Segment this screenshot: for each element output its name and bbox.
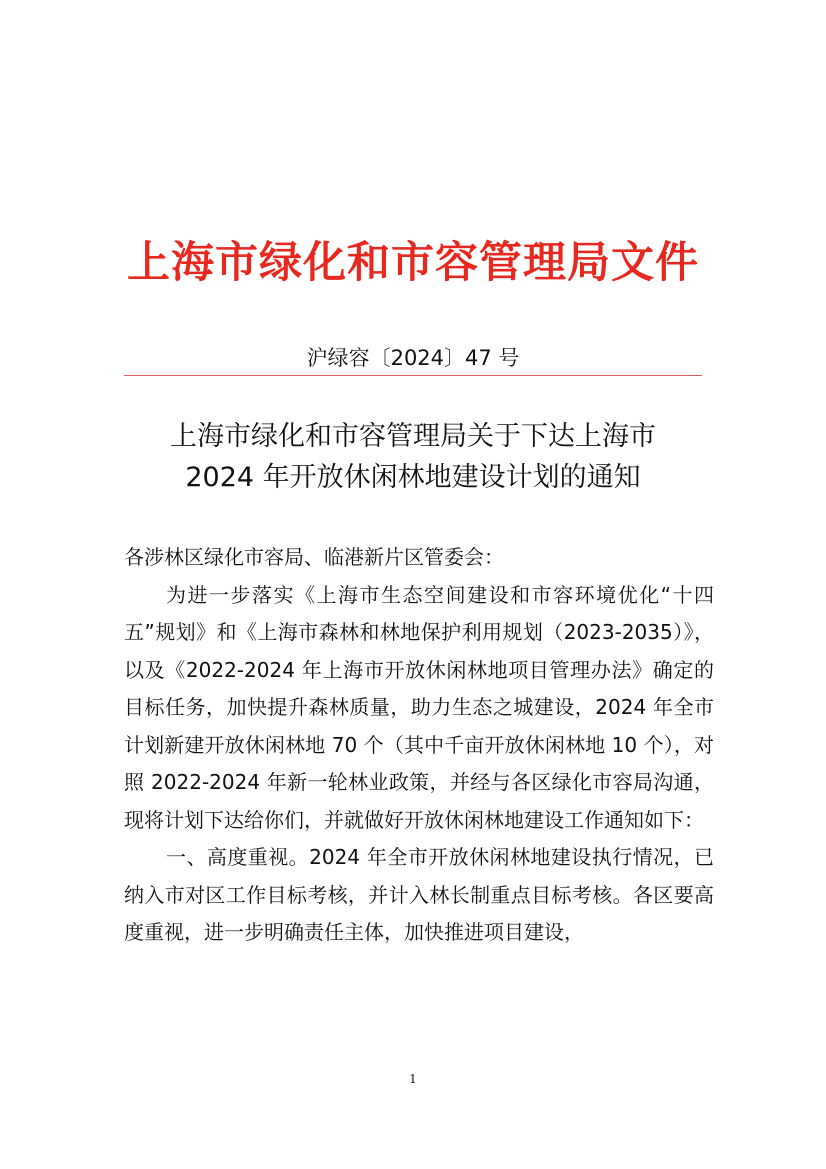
addressee: 各涉林区绿化市容局、临港新片区管委会：: [124, 545, 504, 569]
body-paragraph-1: 为进一步落实《上海市生态空间建设和市容环境优化“十四五”规划》和《上海市森林和林地保护利用规划（2023-2035）》，以及《2022-2024 年上海市开放休闲林地项目管理办法》确定的目标任务，加快提升森林质量，助力生态之城建设，2024 年全市计划新建开放休闲林地 70 个（其中千亩开放休闲林地 10 个），对照 2022-2024 年新一轮林业政策，并经与各区绿化市容局沟通，现将计划下达给你们，并就做好开放休闲林地建设工作通知如下：: [124, 582, 714, 832]
separator-line: [124, 375, 702, 376]
body-paragraph-2: 一、高度重视。2024 年全市开放休闲林地建设执行情况，已纳入市对区工作目标考核，并计入林长制重点目标考核。各区要高度重视，进一步明确责任主体，加快推进项目建设，: [124, 845, 714, 944]
notice-title-line-2: 2024 年开放休闲林地建设计划的通知: [185, 462, 641, 493]
masthead-title: 上海市绿化和市容管理局文件: [127, 238, 699, 288]
notice-title-line-1: 上海市绿化和市容管理局关于下达上海市: [170, 421, 656, 452]
page-number: 1: [409, 1072, 417, 1086]
notice-body: [124, 539, 714, 952]
notice-title: [0, 416, 826, 498]
document-number: 沪绿容〔2024〕47 号: [306, 346, 520, 370]
